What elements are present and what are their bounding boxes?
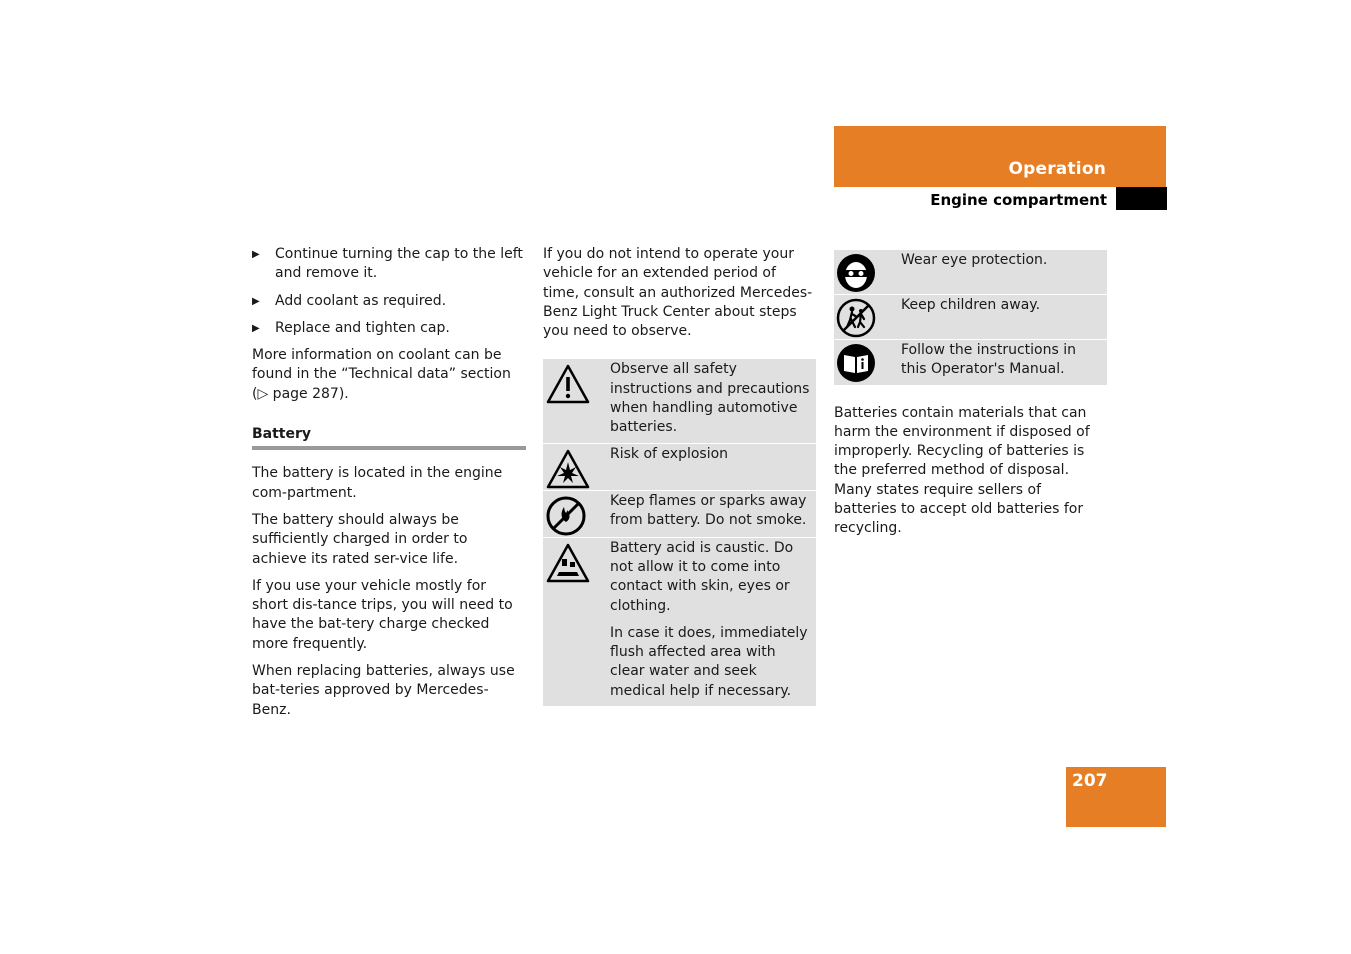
step-text: Add coolant as required. [275, 292, 447, 309]
no-flames-icon [545, 495, 587, 537]
warning-text: Keep flames or sparks away from battery. Do not smoke. [610, 492, 807, 528]
intro-text: If you do not intend to operate your vehicle for an extended period of time, consult an authorized Mercedes-Benz Light Truck Center about steps you need to observe. [543, 246, 813, 340]
column-3 [834, 250, 1107, 547]
paragraph: When replacing batteries, always use bat-teries approved by Mercedes-Benz. [252, 663, 515, 718]
bullet-arrow-icon: ▶ [252, 322, 260, 334]
page-number: 207 [1072, 771, 1108, 791]
header-tab-marker [1116, 187, 1167, 210]
table-row [543, 444, 816, 491]
environment-text: Batteries contain materials that can harm the environment if disposed of improperly. Recycling of batteries is the preferred method of disposal. Many states require sellers of batteries to accept old batteries for recycling. [834, 404, 1090, 537]
list-item [252, 319, 526, 338]
list-item [252, 292, 526, 311]
safety-table [834, 250, 1107, 386]
paragraph: If you use your vehicle mostly for short dis-tance trips, you will need to have the bat-tery charge checked more frequently. [252, 577, 513, 652]
table-row [543, 538, 816, 707]
paragraph: The battery is located in the engine com-partment. [252, 465, 503, 501]
safety-text: Keep children away. [901, 297, 1041, 313]
section-header-bar [834, 126, 1166, 187]
table-row [834, 340, 1107, 386]
manual-icon [836, 343, 876, 383]
warning-text: In case it does, immediately flush affected area with clear water and seek medical help if necessary. [610, 624, 808, 699]
subsection-title: Engine compartment [930, 191, 1107, 209]
column-1 [252, 245, 526, 728]
page-number-box [1066, 767, 1166, 827]
table-row [834, 250, 1107, 295]
safety-text: Wear eye protection. [901, 252, 1048, 268]
section-title: Operation [1008, 159, 1106, 179]
table-row [543, 491, 816, 538]
bullet-arrow-icon: ▶ [252, 295, 260, 307]
corrosive-icon [545, 542, 591, 584]
explosion-icon [545, 448, 591, 490]
step-text: Continue turning the cap to the left and remove it. [275, 246, 523, 282]
warning-triangle-icon [545, 363, 591, 405]
more-info-text: More information on coolant can be found in the “Technical data” section (▷ page 287). [252, 347, 511, 402]
warning-text: Battery acid is caustic. Do not allow it to come into contact with skin, eyes or clothing. [610, 539, 794, 614]
step-text: Replace and tighten cap. [275, 319, 450, 336]
column-2 [543, 245, 816, 707]
keep-children-away-icon [836, 298, 876, 338]
warning-table [543, 359, 816, 707]
warning-text: Risk of explosion [610, 445, 729, 462]
list-item [252, 245, 526, 284]
table-row [543, 359, 816, 443]
safety-text: Follow the instructions in this Operator's Manual. [901, 342, 1076, 378]
battery-heading: Battery [252, 425, 526, 450]
eye-protection-icon [836, 253, 876, 293]
paragraph: The battery should always be sufficiently charged in order to achieve its rated ser-vice life. [252, 511, 468, 567]
table-row [834, 295, 1107, 340]
warning-text: Observe all safety instructions and precautions when handling automotive batteries. [610, 361, 810, 436]
bullet-arrow-icon: ▶ [252, 249, 260, 260]
